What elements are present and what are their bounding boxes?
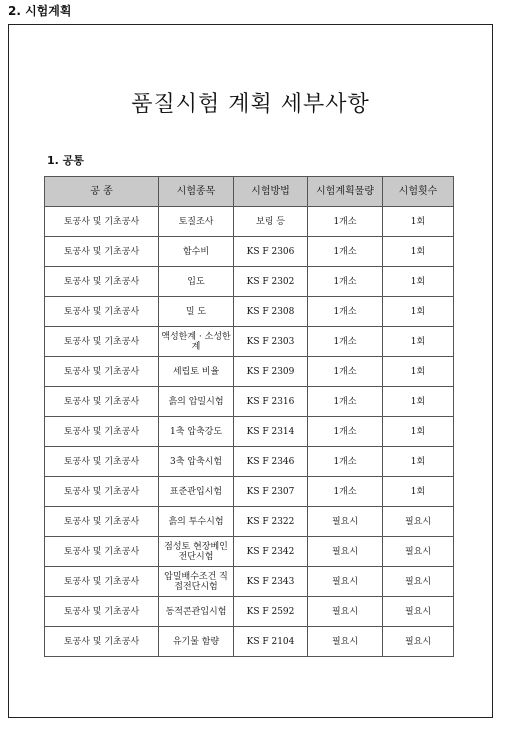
cell-planned-quantity: 필요시 xyxy=(308,627,383,657)
document-title: 품질시험 계획 세부사항 xyxy=(131,92,370,117)
cell-planned-quantity: 1개소 xyxy=(308,417,383,447)
table-row xyxy=(45,447,454,477)
cell-test-frequency: 1회 xyxy=(383,207,454,237)
cell-test-method: KS F 2316 xyxy=(234,387,308,417)
cell-planned-quantity: 필요시 xyxy=(308,537,383,567)
table-row xyxy=(45,417,454,447)
cell-test-frequency: 1회 xyxy=(383,447,454,477)
cell-work-type: 토공사 및 기초공사 xyxy=(45,477,159,507)
cell-test-item: 액성한계 · 소성한계 xyxy=(159,327,234,357)
cell-planned-quantity: 1개소 xyxy=(308,207,383,237)
cell-test-frequency: 1회 xyxy=(383,417,454,447)
cell-planned-quantity: 1개소 xyxy=(308,387,383,417)
section-heading: 2. 시험계획 xyxy=(8,4,72,18)
cell-planned-quantity: 1개소 xyxy=(308,237,383,267)
cell-test-frequency: 1회 xyxy=(383,387,454,417)
table-row xyxy=(45,567,454,597)
header-planned-quantity: 시험계획물량 xyxy=(308,177,383,207)
cell-work-type: 토공사 및 기초공사 xyxy=(45,267,159,297)
cell-test-method: KS F 2346 xyxy=(234,447,308,477)
cell-planned-quantity: 1개소 xyxy=(308,477,383,507)
cell-test-item: 표준관입시험 xyxy=(159,477,234,507)
cell-test-item: 토질조사 xyxy=(159,207,234,237)
cell-test-frequency: 1회 xyxy=(383,297,454,327)
header-test-item: 시험종목 xyxy=(159,177,234,207)
cell-test-frequency: 필요시 xyxy=(383,567,454,597)
cell-test-method: KS F 2302 xyxy=(234,267,308,297)
cell-planned-quantity: 1개소 xyxy=(308,267,383,297)
cell-test-method: KS F 2308 xyxy=(234,297,308,327)
cell-test-frequency: 1회 xyxy=(383,477,454,507)
cell-test-item: 흙의 압밀시험 xyxy=(159,387,234,417)
cell-test-method: KS F 2343 xyxy=(234,567,308,597)
table-row xyxy=(45,537,454,567)
cell-test-method: KS F 2309 xyxy=(234,357,308,387)
cell-test-method: KS F 2104 xyxy=(234,627,308,657)
cell-test-item: 압밀배수조건 직접전단시험 xyxy=(159,567,234,597)
table-header-row xyxy=(45,177,454,207)
table-row xyxy=(45,507,454,537)
cell-work-type: 토공사 및 기초공사 xyxy=(45,327,159,357)
cell-test-method: KS F 2307 xyxy=(234,477,308,507)
table-row xyxy=(45,597,454,627)
header-work-type: 공 종 xyxy=(45,177,159,207)
header-test-frequency: 시험횟수 xyxy=(383,177,454,207)
test-plan-table xyxy=(44,176,454,657)
cell-test-frequency: 1회 xyxy=(383,327,454,357)
table-row xyxy=(45,387,454,417)
cell-test-item: 유기물 함량 xyxy=(159,627,234,657)
cell-work-type: 토공사 및 기초공사 xyxy=(45,207,159,237)
table-row xyxy=(45,477,454,507)
cell-test-item: 흙의 투수시험 xyxy=(159,507,234,537)
cell-test-item: 동적콘관입시험 xyxy=(159,597,234,627)
cell-planned-quantity: 필요시 xyxy=(308,507,383,537)
subsection-heading: 1. 공통 xyxy=(47,154,84,167)
cell-test-method: KS F 2314 xyxy=(234,417,308,447)
table-row xyxy=(45,237,454,267)
cell-test-method: KS F 2322 xyxy=(234,507,308,537)
cell-test-method: KS F 2342 xyxy=(234,537,308,567)
cell-test-method: KS F 2306 xyxy=(234,237,308,267)
cell-planned-quantity: 1개소 xyxy=(308,447,383,477)
cell-work-type: 토공사 및 기초공사 xyxy=(45,447,159,477)
cell-test-frequency: 필요시 xyxy=(383,627,454,657)
cell-work-type: 토공사 및 기초공사 xyxy=(45,387,159,417)
cell-test-method: 보링 등 xyxy=(234,207,308,237)
cell-work-type: 토공사 및 기초공사 xyxy=(45,297,159,327)
cell-work-type: 토공사 및 기초공사 xyxy=(45,627,159,657)
cell-work-type: 토공사 및 기초공사 xyxy=(45,597,159,627)
cell-test-item: 3축 압축시험 xyxy=(159,447,234,477)
cell-test-frequency: 필요시 xyxy=(383,597,454,627)
cell-planned-quantity: 1개소 xyxy=(308,297,383,327)
cell-work-type: 토공사 및 기초공사 xyxy=(45,567,159,597)
table-body xyxy=(45,207,454,657)
header-test-method: 시험방법 xyxy=(234,177,308,207)
cell-planned-quantity: 1개소 xyxy=(308,327,383,357)
table-row xyxy=(45,327,454,357)
table-row xyxy=(45,627,454,657)
table-row xyxy=(45,357,454,387)
cell-planned-quantity: 필요시 xyxy=(308,567,383,597)
cell-work-type: 토공사 및 기초공사 xyxy=(45,237,159,267)
cell-test-item: 밀 도 xyxy=(159,297,234,327)
cell-test-method: KS F 2592 xyxy=(234,597,308,627)
cell-test-frequency: 필요시 xyxy=(383,507,454,537)
cell-test-frequency: 1회 xyxy=(383,267,454,297)
cell-work-type: 토공사 및 기초공사 xyxy=(45,537,159,567)
cell-test-item: 점성토 현장베인전단시험 xyxy=(159,537,234,567)
cell-test-item: 함수비 xyxy=(159,237,234,267)
cell-planned-quantity: 1개소 xyxy=(308,357,383,387)
cell-test-item: 입도 xyxy=(159,267,234,297)
cell-work-type: 토공사 및 기초공사 xyxy=(45,417,159,447)
cell-work-type: 토공사 및 기초공사 xyxy=(45,507,159,537)
table-row xyxy=(45,297,454,327)
cell-test-frequency: 1회 xyxy=(383,237,454,267)
table-row xyxy=(45,267,454,297)
cell-test-frequency: 필요시 xyxy=(383,537,454,567)
document-frame xyxy=(8,24,493,718)
table-row xyxy=(45,207,454,237)
cell-test-frequency: 1회 xyxy=(383,357,454,387)
cell-work-type: 토공사 및 기초공사 xyxy=(45,357,159,387)
cell-test-item: 세립토 비율 xyxy=(159,357,234,387)
cell-test-item: 1축 압축강도 xyxy=(159,417,234,447)
cell-test-method: KS F 2303 xyxy=(234,327,308,357)
cell-planned-quantity: 필요시 xyxy=(308,597,383,627)
